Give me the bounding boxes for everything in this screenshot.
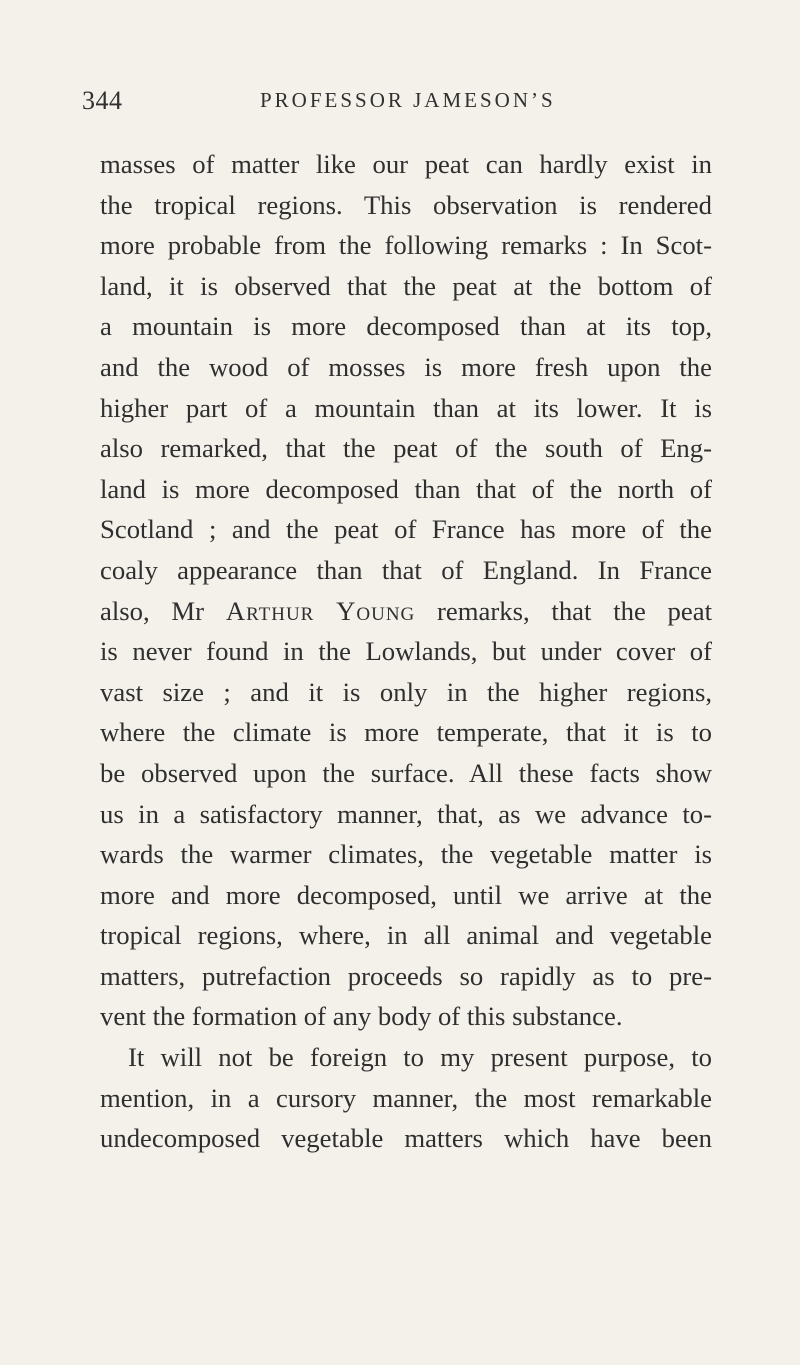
text-line-22: vent the formation of any body of this substance.: [100, 1001, 623, 1032]
text-line-5: a mountain is more decomposed than at its top,: [100, 311, 712, 342]
text-line-9: land is more decomposed than that of the north of: [100, 473, 712, 504]
text-line-23: It will not be foreign to my present purpose, to: [128, 1042, 712, 1073]
text-line-24: mention, in a cursory manner, the most remarkable: [100, 1082, 712, 1113]
text-line-16: be observed upon the surface. All these facts show: [100, 757, 712, 788]
text-line-13: is never found in the Lowlands, but under cover of: [100, 636, 712, 667]
text-line-17: us in a satisfactory manner, that, as we advance to-: [100, 798, 712, 829]
text-line-10: Scotland ; and the peat of France has more of the: [100, 514, 712, 545]
text-line-12-rest: remarks, that the peat: [437, 595, 713, 626]
text-line-25: undecomposed vegetable matters which have been: [100, 1123, 712, 1154]
text-line-19: more and more decomposed, until we arrive at the: [100, 879, 712, 910]
text-line-20: tropical regions, where, in all animal and vegetable: [100, 920, 712, 951]
running-head: PROFESSOR JAMESON’S: [260, 88, 556, 112]
text-line-3: more probable from the following remarks : In Scot-: [100, 230, 712, 261]
text-line-4: land, it is observed that the peat at the bottom of: [100, 270, 712, 301]
text-line-11: coaly appearance than that of England. In France: [100, 554, 712, 585]
text-line-2: the tropical regions. This observation is rendered: [100, 189, 712, 220]
text-line-12: [100, 591, 712, 632]
text-line-1: masses of matter like our peat can hardly exist in: [100, 149, 712, 179]
body-text: [100, 144, 712, 1159]
text-line-14: vast size ; and it is only in the higher regions,: [100, 676, 712, 707]
page-number: 344: [82, 86, 123, 115]
text-line-15: where the climate is more temperate, that it is to: [100, 717, 712, 748]
text-line-21: matters, putrefaction proceeds so rapidly as to pre-: [100, 960, 712, 991]
text-line-8: also remarked, that the peat of the south of Eng-: [100, 433, 712, 464]
page-header: [82, 86, 722, 118]
text-line-18: wards the warmer climates, the vegetable matter is: [100, 839, 712, 870]
author-name: Arthur Young: [225, 595, 416, 626]
text-line-12-prefix: also, Mr: [100, 595, 205, 626]
text-line-6: and the wood of mosses is more fresh upon the: [100, 351, 712, 382]
text-line-7: higher part of a mountain than at its lower. It is: [100, 392, 712, 423]
